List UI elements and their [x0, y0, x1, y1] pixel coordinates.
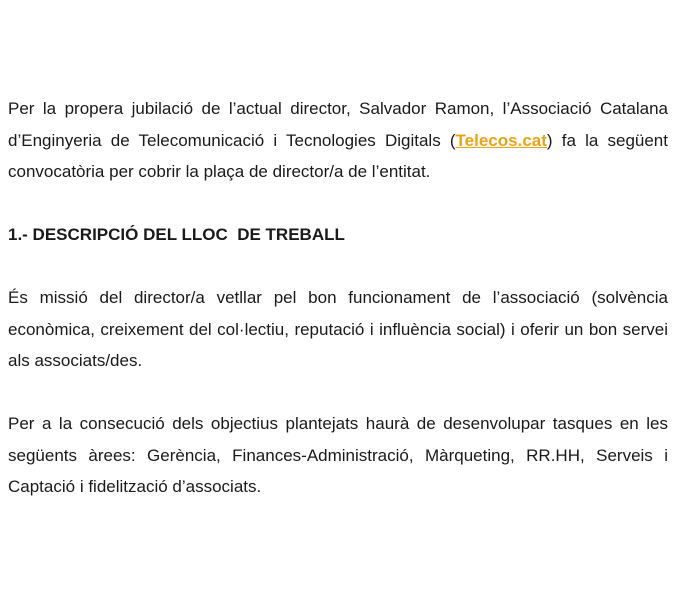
intro-text-after-link: ) fa la següent convocatòria per cobrir la plaça de director/a de l’entitat.	[8, 130, 668, 181]
document-body	[8, 93, 668, 534]
telecos-link[interactable]: Telecos.cat	[455, 130, 547, 150]
intro-text-before-link: Per la propera jubilació de l’actual director, Salvador Ramon, l’Associació Catalana d’Enginyeria de Telecomunicació i Tecnologies Digitals (	[8, 99, 668, 150]
tasks-paragraph: Per a la consecució dels objectius plantejats haurà de desenvolupar tasques en les següents àrees: Gerència, Finances-Administració, Màrqueting, RR.HH, Serveis i Captació i fidelització d’associats.	[8, 414, 668, 496]
intro-paragraph	[8, 93, 668, 188]
mission-paragraph: És missió del director/a vetllar pel bon funcionament de l’associació (solvència econòmica, creixement del col·lectiu, reputació i influència social) i oferir un bon servei als associats/des.	[8, 288, 668, 370]
section-heading: 1.- DESCRIPCIÓ DEL LLOC DE TREBALL	[8, 225, 345, 244]
